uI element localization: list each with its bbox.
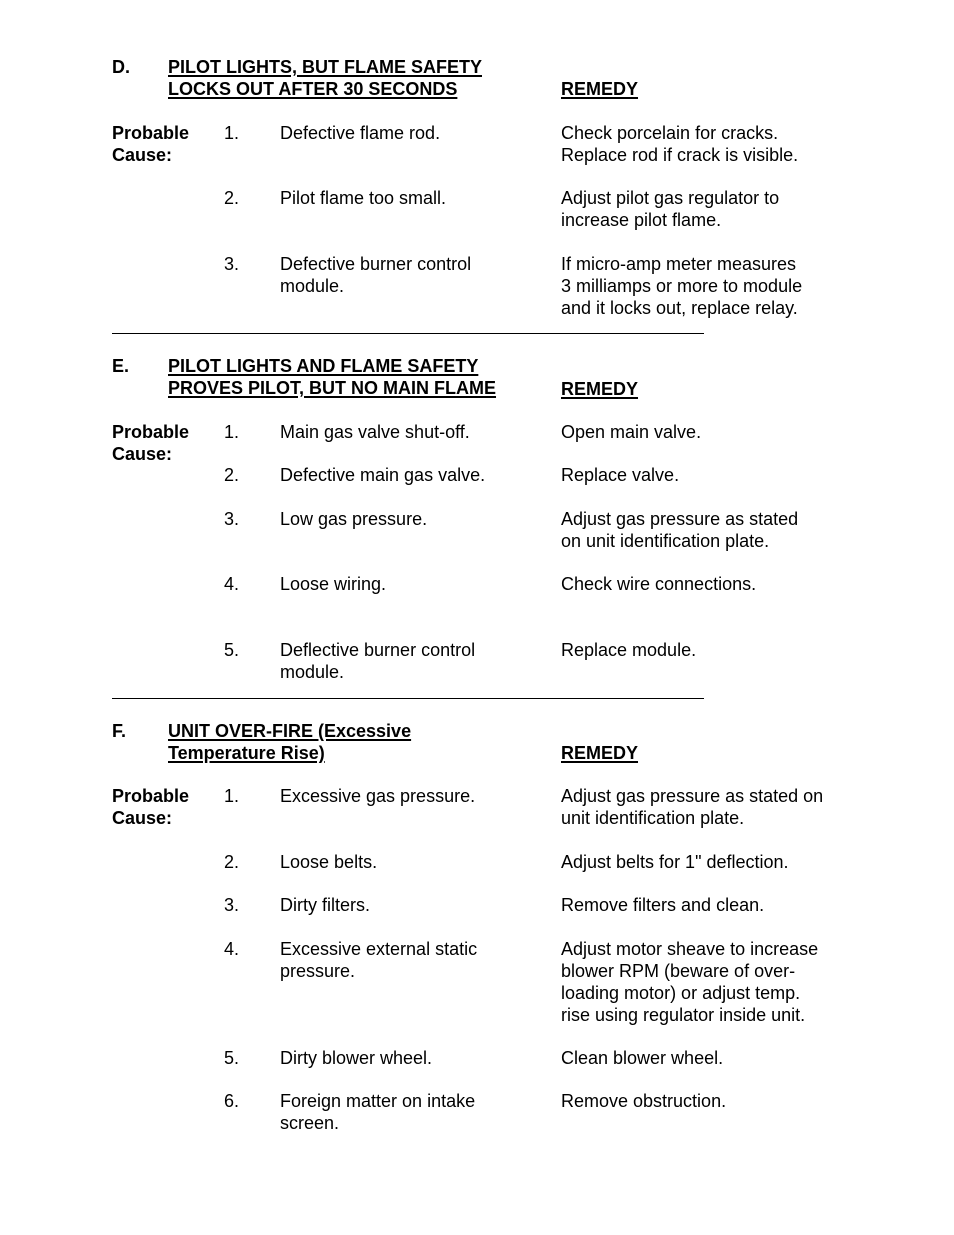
section-divider — [112, 333, 704, 334]
item-number: 3. — [224, 254, 240, 274]
section-divider — [112, 698, 704, 699]
item-number: 6. — [224, 1091, 240, 1111]
item-number: 1. — [224, 786, 240, 806]
probable-cause-label: Probable Cause: — [112, 786, 190, 828]
probable-cause-label: Probable Cause: — [112, 422, 190, 464]
remedy-header: REMEDY — [561, 743, 639, 763]
cause-text: Dirty blower wheel. — [280, 1048, 433, 1068]
cause-text: Excessive gas pressure. — [280, 786, 476, 806]
remedy-header: REMEDY — [561, 379, 639, 399]
item-number: 5. — [224, 640, 240, 660]
cause-text: Low gas pressure. — [280, 509, 428, 529]
section-letter: E. — [112, 356, 130, 376]
remedy-text: Adjust belts for 1" deflection. — [561, 852, 789, 872]
cause-text: Loose wiring. — [280, 574, 387, 594]
item-number: 1. — [224, 422, 240, 442]
item-number: 2. — [224, 188, 240, 208]
remedy-text: Clean blower wheel. — [561, 1048, 724, 1068]
remedy-text: Adjust motor sheave to increase blower RPM (beware of over- loading motor) or adjust temp. rise using regulator inside unit. — [561, 939, 819, 1025]
cause-text: Pilot flame too small. — [280, 188, 447, 208]
section-title: PILOT LIGHTS, BUT FLAME SAFETY LOCKS OUT AFTER 30 SECONDS — [168, 57, 482, 99]
section-title: UNIT OVER-FIRE (Excessive Temperature Rise) — [168, 721, 412, 763]
item-number: 3. — [224, 895, 240, 915]
cause-text: Dirty filters. — [280, 895, 370, 915]
remedy-text: Replace module. — [561, 640, 697, 660]
remedy-text: If micro-amp meter measures 3 milliamps or more to module and it locks out, replace relay. — [561, 254, 803, 318]
item-number: 1. — [224, 123, 240, 143]
cause-text: Defective main gas valve. — [280, 465, 486, 485]
cause-text: Excessive external static pressure. — [280, 939, 478, 981]
remedy-text: Adjust gas pressure as stated on unit identification plate. — [561, 786, 824, 828]
remedy-text: Check wire connections. — [561, 574, 757, 594]
remedy-text: Open main valve. — [561, 422, 702, 442]
item-number: 4. — [224, 574, 240, 594]
section-letter: D. — [112, 57, 130, 77]
cause-text: Deflective burner control module. — [280, 640, 476, 682]
item-number: 2. — [224, 852, 240, 872]
cause-text: Defective flame rod. — [280, 123, 441, 143]
cause-text: Defective burner control module. — [280, 254, 472, 296]
cause-text: Loose belts. — [280, 852, 378, 872]
remedy-text: Adjust pilot gas regulator to increase pilot flame. — [561, 188, 780, 230]
item-number: 4. — [224, 939, 240, 959]
remedy-text: Replace valve. — [561, 465, 680, 485]
item-number: 5. — [224, 1048, 240, 1068]
item-number: 2. — [224, 465, 240, 485]
remedy-text: Remove obstruction. — [561, 1091, 727, 1111]
section-letter: F. — [112, 721, 127, 741]
remedy-header: REMEDY — [561, 79, 639, 99]
probable-cause-label: Probable Cause: — [112, 123, 190, 165]
cause-text: Foreign matter on intake screen. — [280, 1091, 476, 1133]
remedy-text: Adjust gas pressure as stated on unit identification plate. — [561, 509, 799, 551]
remedy-text: Check porcelain for cracks. Replace rod if crack is visible. — [561, 123, 799, 165]
cause-text: Main gas valve shut-off. — [280, 422, 470, 442]
section-title: PILOT LIGHTS AND FLAME SAFETY PROVES PILOT, BUT NO MAIN FLAME — [168, 356, 497, 398]
remedy-text: Remove filters and clean. — [561, 895, 765, 915]
item-number: 3. — [224, 509, 240, 529]
